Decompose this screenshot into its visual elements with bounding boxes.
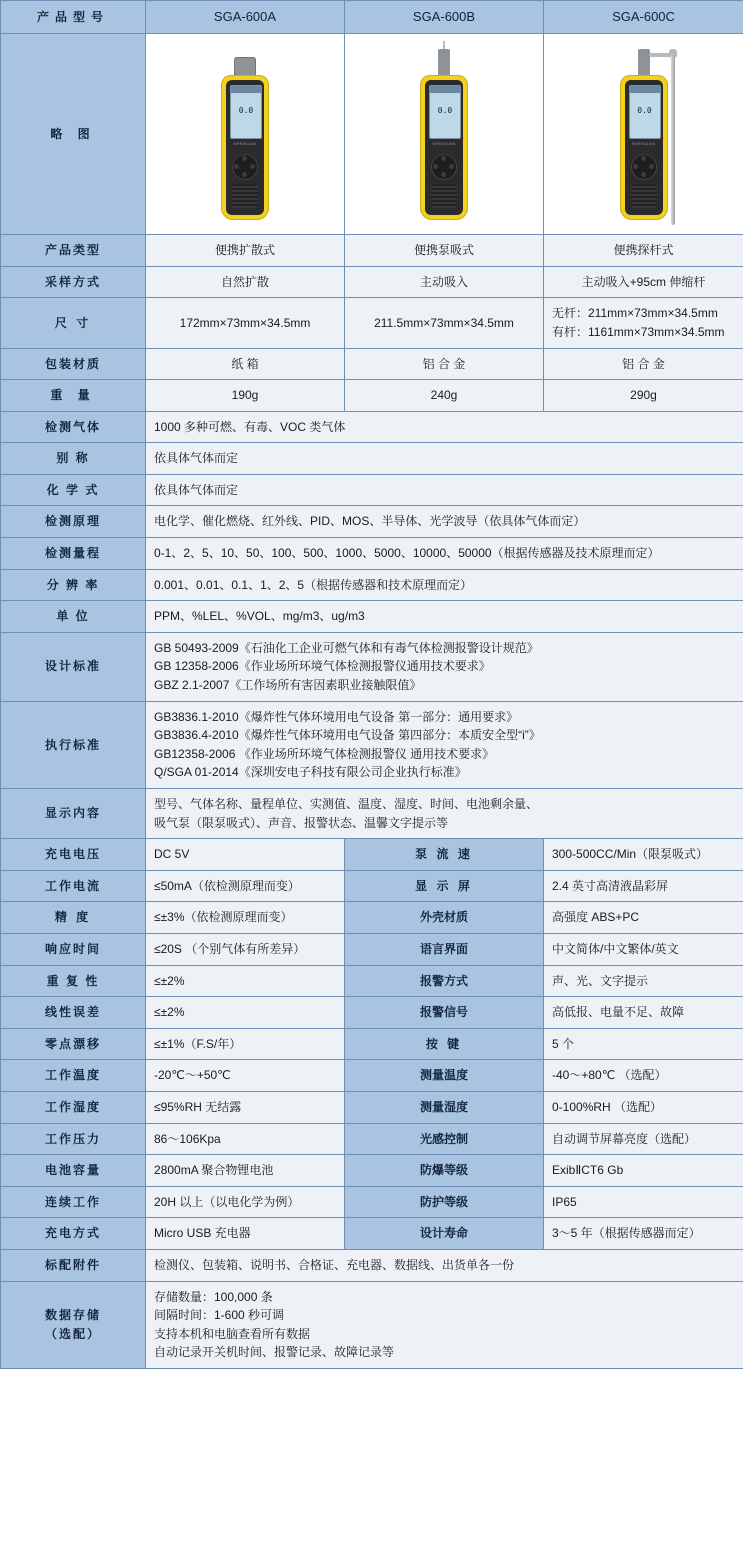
shell-material-value: 高强度 ABS+PC (544, 902, 743, 934)
row-label-sampling: 采样方式 (1, 266, 146, 298)
table-row-range (1, 538, 743, 570)
design-standard-value (146, 632, 743, 701)
row-label-linear-error: 线性误差 (1, 997, 146, 1029)
package-b: 铝 合 金 (345, 348, 544, 380)
alarm-mode-value: 声、光、文字提示 (544, 965, 743, 997)
table-row-resolution (1, 569, 743, 601)
speaker-grill (631, 184, 657, 208)
row-label-alarm-mode: 报警方式 (345, 965, 544, 997)
keypad-icon (232, 154, 258, 180)
response-time-value: ≤20S （个别气体有所差异） (146, 933, 345, 965)
keypad-icon (631, 154, 657, 180)
zero-drift-value: ≤±1%（F.S/年） (146, 1028, 345, 1060)
light-control-value: 自动调节屏幕亮度（选配） (544, 1123, 743, 1155)
size-c-line1: 无杆：211mm×73mm×34.5mm (552, 306, 718, 321)
table-row-exec-standard (1, 701, 743, 788)
working-temp-value: -20℃～+50℃ (146, 1060, 345, 1092)
linear-error-value: ≤±2% (146, 997, 345, 1029)
exec-standard-line-1: GB3836.1-2010《爆炸性气体环境用电气设备 第一部分：通用要求》 (154, 709, 519, 724)
table-row-design-standard (1, 632, 743, 701)
display-screen-value: 2.4 英寸高清液晶彩屏 (544, 870, 743, 902)
device-screen (230, 85, 262, 139)
row-label-alias: 别 称 (1, 443, 146, 475)
row-label-ip-rating: 防护等级 (345, 1186, 544, 1218)
table-row-working-pressure (1, 1123, 743, 1155)
row-label-light-control: 光感控制 (345, 1123, 544, 1155)
model-sga-600b: SGA-600B (345, 1, 544, 34)
table-row-product-type (1, 235, 743, 267)
pump-flow-value: 300-500CC/Min（限泵吸式） (544, 839, 743, 871)
row-label-repeatability: 重 复 性 (1, 965, 146, 997)
row-label-display-screen: 显 示 屏 (345, 870, 544, 902)
row-label-weight: 重 量 (1, 380, 146, 412)
model-sga-600c: SGA-600C (544, 1, 743, 34)
device-image-cell-b (345, 34, 544, 235)
row-label-resolution: 分 辨 率 (1, 569, 146, 601)
display-content-value (146, 789, 743, 839)
alarm-signal-value: 高低报、电量不足、故障 (544, 997, 743, 1029)
portable-probe-detector (609, 39, 679, 229)
device-brand-b: SHENGAN (432, 141, 456, 147)
table-row-data-storage (1, 1281, 743, 1368)
unit-value: PPM、%LEL、%VOL、mg/m3、ug/m3 (146, 601, 743, 633)
row-label-detect-gas: 检测气体 (1, 411, 146, 443)
row-label-working-current: 工作电流 (1, 870, 146, 902)
data-storage-label-line1: 数据存储 (44, 1308, 101, 1323)
size-c (544, 298, 743, 348)
sensor-cap-icon (234, 57, 256, 77)
keypad-icon (431, 154, 457, 180)
row-label-principle: 检测原理 (1, 506, 146, 538)
row-label-ex-rating: 防爆等级 (345, 1155, 544, 1187)
ex-rating-value: ExibⅡCT6 Gb (544, 1155, 743, 1187)
table-row-package (1, 348, 743, 380)
device-face (226, 80, 264, 215)
table-row-alias (1, 443, 743, 475)
row-label-range: 检测量程 (1, 538, 146, 570)
screen-reading-b: 0.0 (437, 106, 453, 116)
row-label-accessories: 标配附件 (1, 1249, 146, 1281)
display-content-line-2: 吸气泵（限泵吸式）、声音、报警状态、温馨文字提示等 (154, 815, 449, 830)
device-image-cell-c (544, 34, 743, 235)
table-row-repeatability (1, 965, 743, 997)
range-value: 0-1、2、5、10、50、100、500、1000、5000、10000、50000（根据传感器及技术原理而定） (146, 538, 743, 570)
data-storage-line-1: 存储数量：100,000 条 (154, 1289, 273, 1304)
exec-standard-value (146, 701, 743, 788)
table-row-charge-mode (1, 1218, 743, 1250)
row-label-formula: 化 学 式 (1, 474, 146, 506)
working-humidity-value: ≤95%RH 无结露 (146, 1091, 345, 1123)
charge-mode-value: Micro USB 充电器 (146, 1218, 345, 1250)
table-row-sampling (1, 266, 743, 298)
size-c-line2: 有杆：1161mm×73mm×34.5mm (552, 324, 725, 339)
telescopic-probe-icon (671, 55, 675, 225)
device-face (425, 80, 463, 215)
weight-c: 290g (544, 380, 743, 412)
row-label-product-type: 产品类型 (1, 235, 146, 267)
row-label-charge-mode: 充电方式 (1, 1218, 146, 1250)
size-a: 172mm×73mm×34.5mm (146, 298, 345, 348)
formula-value: 依具体气体而定 (146, 474, 743, 506)
row-label-shell-material: 外壳材质 (345, 902, 544, 934)
speaker-grill (431, 184, 457, 208)
row-label-zero-drift: 零点漂移 (1, 1028, 146, 1060)
portable-pump-detector (409, 39, 479, 229)
speaker-grill (232, 184, 258, 208)
row-label-working-temp: 工作温度 (1, 1060, 146, 1092)
table-row-principle (1, 506, 743, 538)
device-screen (429, 85, 461, 139)
row-label-continuous-work: 连续工作 (1, 1186, 146, 1218)
data-storage-line-3: 支持本机和电脑查看所有数据 (154, 1326, 311, 1341)
row-label-diagram: 略 图 (1, 34, 146, 235)
table-row-diagram (1, 34, 743, 235)
repeatability-value: ≤±2% (146, 965, 345, 997)
row-label-response-time: 响应时间 (1, 933, 146, 965)
design-life-value: 3～5 年（根据传感器而定） (544, 1218, 743, 1250)
measure-temp-value: -40～+80℃ （选配） (544, 1060, 743, 1092)
table-row-detect-gas (1, 411, 743, 443)
device-body (221, 75, 269, 220)
row-label-design-standard: 设计标准 (1, 632, 146, 701)
table-row-zero-drift (1, 1028, 743, 1060)
table-row-linear-error (1, 997, 743, 1029)
table-row-model (1, 1, 743, 34)
table-row-formula (1, 474, 743, 506)
language-value: 中文简体/中文繁体/英文 (544, 933, 743, 965)
keys-value: 5 个 (544, 1028, 743, 1060)
model-sga-600a: SGA-600A (146, 1, 345, 34)
device-body (620, 75, 668, 220)
row-label-unit: 单 位 (1, 601, 146, 633)
data-storage-label-line2: （选配） (44, 1326, 101, 1341)
row-label-language: 语言界面 (345, 933, 544, 965)
row-label-size: 尺 寸 (1, 298, 146, 348)
row-label-keys: 按 键 (345, 1028, 544, 1060)
table-row-battery (1, 1155, 743, 1187)
detect-gas-value: 1000 多种可燃、有毒、VOC 类气体 (146, 411, 743, 443)
row-label-working-humidity: 工作湿度 (1, 1091, 146, 1123)
package-c: 铝 合 金 (544, 348, 743, 380)
product-type-c: 便携探杆式 (544, 235, 743, 267)
table-row-response-time (1, 933, 743, 965)
table-row-working-current (1, 870, 743, 902)
screen-reading-c: 0.0 (637, 106, 652, 116)
device-body (420, 75, 468, 220)
portable-diffusion-detector (210, 39, 280, 229)
design-standard-line-2: GB 12358-2006《作业场所环境气体检测报警仪通用技术要求》 (154, 659, 491, 674)
exec-standard-line-4: Q/SGA 01-2014《深圳安电子科技有限公司企业执行标准》 (154, 765, 467, 780)
continuous-work-value: 20H 以上（以电化学为例） (146, 1186, 345, 1218)
table-row-working-temp (1, 1060, 743, 1092)
working-current-value: ≤50mA（依检测原理而变） (146, 870, 345, 902)
device-face (625, 80, 663, 215)
size-b: 211.5mm×73mm×34.5mm (345, 298, 544, 348)
row-label-data-storage (1, 1281, 146, 1368)
weight-a: 190g (146, 380, 345, 412)
row-label-measure-humidity: 测量湿度 (345, 1091, 544, 1123)
device-screen (629, 85, 661, 139)
accuracy-value: ≤±3%（依检测原理而变） (146, 902, 345, 934)
principle-value: 电化学、催化燃烧、红外线、PID、MOS、半导体、光学波导（依具体气体而定） (146, 506, 743, 538)
row-label-model: 产品型号 (1, 1, 146, 34)
row-label-accuracy: 精 度 (1, 902, 146, 934)
sampling-c: 主动吸入+95cm 伸缩杆 (544, 266, 743, 298)
table-row-continuous-work (1, 1186, 743, 1218)
ip-rating-value: IP65 (544, 1186, 743, 1218)
row-label-alarm-signal: 报警信号 (345, 997, 544, 1029)
product-type-b: 便携泵吸式 (345, 235, 544, 267)
device-brand-c: SHENGAN (631, 141, 656, 147)
design-standard-line-3: GBZ 2.1-2007《工作场所有害因素职业接触限值》 (154, 678, 422, 693)
package-a: 纸 箱 (146, 348, 345, 380)
battery-value: 2800mA 聚合物锂电池 (146, 1155, 345, 1187)
resolution-value: 0.001、0.01、0.1、1、2、5（根据传感器和技术原理而定） (146, 569, 743, 601)
table-row-unit (1, 601, 743, 633)
data-storage-line-4: 自动记录开关机时间、报警记录、故障记录等 (154, 1345, 395, 1360)
table-row-accuracy (1, 902, 743, 934)
table-row-working-humidity (1, 1091, 743, 1123)
screen-reading-a: 0.0 (238, 106, 254, 116)
row-label-working-pressure: 工作压力 (1, 1123, 146, 1155)
device-brand-a: SHENGAN (233, 141, 257, 147)
design-standard-line-1: GB 50493-2009《石油化工企业可燃气体和有毒气体检测报警设计规范》 (154, 640, 539, 655)
row-label-exec-standard: 执行标准 (1, 701, 146, 788)
sampling-a: 自然扩散 (146, 266, 345, 298)
display-content-line-1: 型号、气体名称、量程单位、实测值、温度、湿度、时间、电池剩余量、 (154, 797, 539, 812)
table-row-weight (1, 380, 743, 412)
exec-standard-line-3: GB12358-2006 《作业场所环境气体检测报警仪 通用技术要求》 (154, 746, 495, 761)
pump-nozzle-icon (638, 49, 650, 77)
row-label-display-content: 显示内容 (1, 789, 146, 839)
charge-voltage-value: DC 5V (146, 839, 345, 871)
pump-nozzle-icon (438, 49, 450, 77)
measure-humidity-value: 0-100%RH （选配） (544, 1091, 743, 1123)
sampling-b: 主动吸入 (345, 266, 544, 298)
row-label-pump-flow: 泵 流 速 (345, 839, 544, 871)
working-pressure-value: 86～106Kpa (146, 1123, 345, 1155)
row-label-measure-temp: 测量温度 (345, 1060, 544, 1092)
table-row-size (1, 298, 743, 348)
product-type-a: 便携扩散式 (146, 235, 345, 267)
row-label-battery: 电池容量 (1, 1155, 146, 1187)
device-image-cell-a (146, 34, 345, 235)
exec-standard-line-2: GB3836.4-2010《爆炸性气体环境用电气设备 第四部分：本质安全型“i”》 (154, 728, 541, 743)
weight-b: 240g (345, 380, 544, 412)
accessories-value: 检测仪、包装箱、说明书、合格证、充电器、数据线、出货单各一份 (146, 1249, 743, 1281)
data-storage-value (146, 1281, 743, 1368)
row-label-charge-voltage: 充电电压 (1, 839, 146, 871)
data-storage-line-2: 间隔时间：1-600 秒可调 (154, 1308, 285, 1323)
table-row-charge-voltage (1, 839, 743, 871)
alias-value: 依具体气体而定 (146, 443, 743, 475)
row-label-design-life: 设计寿命 (345, 1218, 544, 1250)
table-row-display-content (1, 789, 743, 839)
row-label-package: 包装材质 (1, 348, 146, 380)
table-row-accessories (1, 1249, 743, 1281)
